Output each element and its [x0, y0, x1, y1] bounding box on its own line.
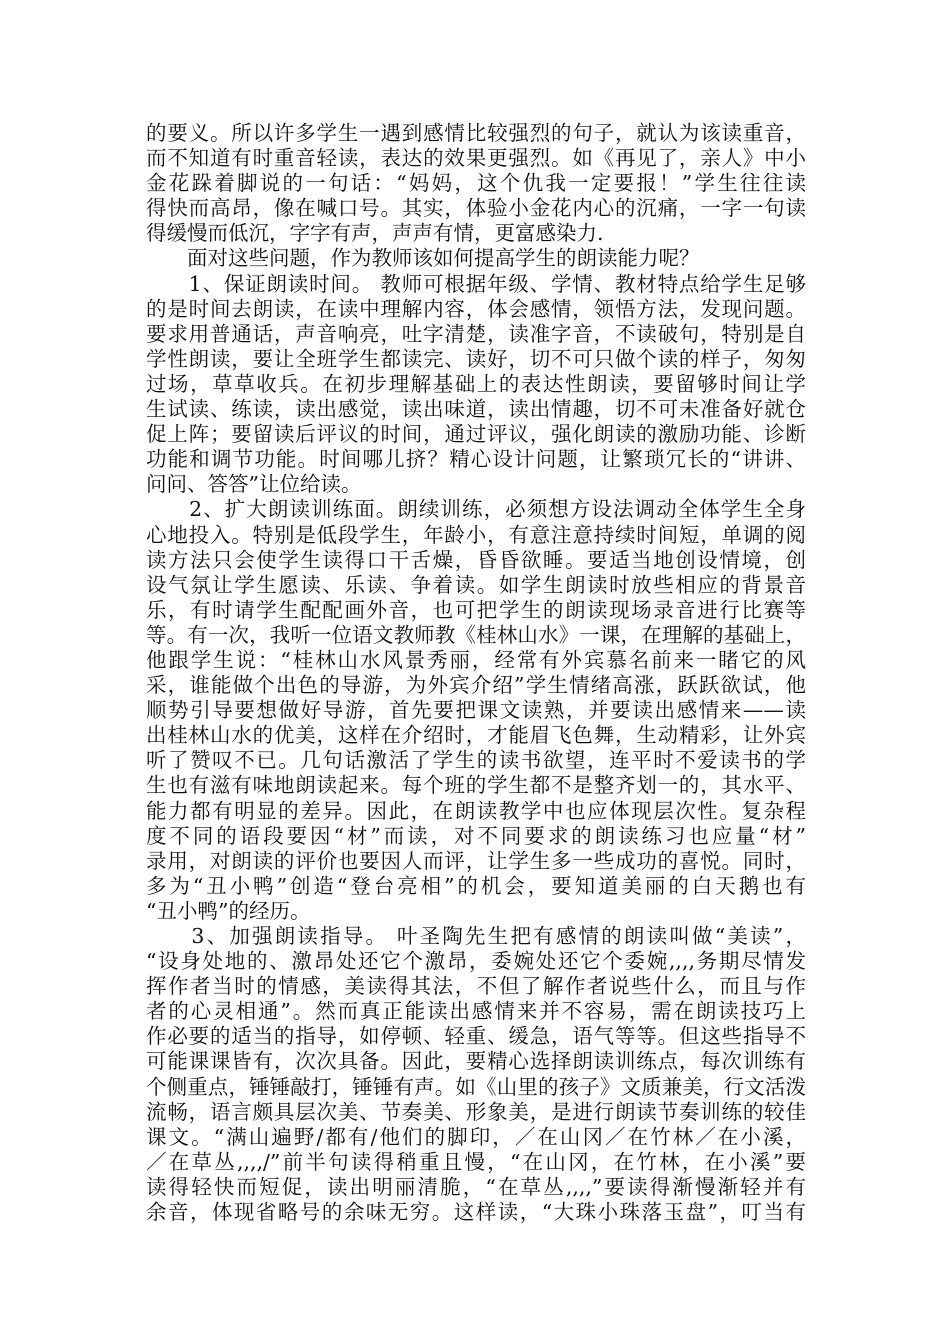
paragraph-section-2: [146, 497, 806, 924]
text-line: 顺势引导要想做好导游，首先要把课文读熟，并要读出感情来——读: [146, 698, 806, 723]
text-line: 个侧重点，锤锤敲打，锤锤有声。如《山里的孩子》文质兼美，行文活泼: [146, 1074, 806, 1099]
text-line: 3、加强朗读指导。 叶圣陶先生把有感情的朗读叫做“美读”，: [146, 924, 806, 948]
text-line: 金花跺着脚说的一句话：“妈妈，这个仇我一定要报！”学生往往读: [146, 171, 806, 196]
text-line: 录用，对朗读的评价也要因人而评，让学生多一些成功的喜悦。同时，: [146, 848, 806, 873]
text-line: 听了赞叹不已。几句话激活了学生的读书欲望，连平时不爱读书的学: [146, 748, 806, 773]
text-line: 余音，体现省略号的余味无穷。这样读，“大珠小珠落玉盘”，叮当有: [146, 1200, 806, 1225]
text-line: 得快而高昂，像在喊口号。其实，体验小金花内心的沉痛，一字一句读: [146, 196, 806, 221]
text-line: 流畅，语言颇具层次美、节奏美、形象美，是进行朗读节奏训练的较佳: [146, 1099, 806, 1124]
text-line: 生也有滋有味地朗读起来。每个班的学生都不是整齐划一的，其水平、: [146, 773, 806, 798]
paragraph-intro: [146, 121, 806, 246]
text-line: 度不同的语段要因“材”而读，对不同要求的朗读练习也应量“材”: [146, 823, 806, 848]
text-line: 乐，有时请学生配配画外音，也可把学生的朗读现场录音进行比赛等: [146, 597, 806, 622]
text-line: 2、扩大朗读训练面。朗续训练，必须想方设法调动全体学生全身: [146, 497, 806, 522]
text-line: 而不知道有时重音轻读，表达的效果更强烈。如《再见了，亲人》中小: [146, 146, 806, 171]
text-line: 问问、答答”让位给读。: [146, 472, 362, 497]
text-line: 读方法只会使学生读得口干舌燥，昏昏欲睡。要适当地创设情境，创: [146, 547, 806, 572]
text-line: 的是时间去朗读，在读中理解内容，体会感情，领悟方法，发现问题。: [146, 296, 806, 321]
text-line: 能力都有明显的差异。因此，在朗读教学中也应体现层次性。复杂程: [146, 798, 806, 823]
text-line: 学性朗读，要让全班学生都读完、读好，切不可只做个读的样子，匆匆: [146, 346, 806, 371]
paragraph-section-1: [146, 272, 806, 498]
text-line: 的要义。所以许多学生一遇到感情比较强烈的句子，就认为该读重音，: [146, 121, 806, 145]
text-line: 作必要的适当的指导，如停顿、轻重、缓急，语气等等。但这些指导不: [146, 1024, 806, 1049]
paragraph-question: [146, 246, 806, 271]
text-line: “设身处地的、激昂处还它个激昂，委婉处还它个委婉,,,,务期尽情发: [146, 949, 806, 974]
text-line: 得缓慢而低沉，字字有声，声声有情，更富感染力.: [146, 221, 604, 246]
text-line: 要求用普通话，声音响亮，吐字清楚，读准字音，不读破句，特别是自: [146, 321, 806, 346]
text-line: 课文。“满山遍野/都有/他们的脚印，／在山冈／在竹林／在小溪，: [146, 1124, 806, 1149]
text-line: “丑小鸭”的经历。: [146, 898, 311, 923]
text-line: 可能课课皆有，次次具备。因此，要精心选择朗读训练点，每次训练有: [146, 1049, 806, 1074]
text-line: 者的心灵相通”。然而真正能读出感情来并不容易，需在朗读技巧上: [146, 999, 806, 1024]
text-line: 心地投入。特别是低段学生，年龄小，有意注意持续时间短，单调的阅: [146, 522, 806, 547]
text-line: 促上阵；要留读后评议的时间，通过评议，强化朗读的激励功能、诊断: [146, 422, 806, 447]
text-line: 过场，草草收兵。在初步理解基础上的表达性朗读，要留够时间让学: [146, 371, 806, 396]
paragraph-section-3: [146, 924, 806, 1225]
text-line: 他跟学生说：“桂林山水风景秀丽，经常有外宾慕名前来一睹它的风: [146, 647, 806, 672]
text-line: 读得轻快而短促，读出明丽清脆，“在草丛,,,,”要读得渐慢渐轻并有: [146, 1174, 806, 1199]
text-line: 面对这些问题，作为教师该如何提高学生的朗读能力呢？: [146, 246, 700, 271]
text-line: 出桂林山水的优美，这样在介绍时，才能眉飞色舞，生动精彩，让外宾: [146, 723, 806, 748]
text-line: 挥作者当时的情感，美读得其法，不但了解作者说些什么，而且与作: [146, 974, 806, 999]
text-line: 设气氛让学生愿读、乐读、争着读。如学生朗读时放些相应的背景音: [146, 572, 806, 597]
text-line: 1、保证朗读时间。 教师可根据年级、学情、教材特点给学生足够: [146, 271, 806, 296]
text-line: 多为“丑小鸭”创造“登台亮相”的机会，要知道美丽的白天鹅也有: [146, 873, 806, 898]
text-line: 等。有一次，我听一位语文教师教《桂林山水》一课，在理解的基础上，: [146, 622, 806, 647]
document-page: [146, 121, 806, 1225]
text-line: 采，谁能做个出色的导游，为外宾介绍”学生情绪高涨，跃跃欲试，他: [146, 673, 806, 698]
text-line: 功能和调节功能。时间哪儿挤？精心设计问题，让繁琐冗长的“讲讲、: [146, 447, 806, 472]
text-line: 生试读、练读，读出感觉，读出味道，读出情趣，切不可未准备好就仓: [146, 397, 806, 422]
text-line: ／在草丛,,,,/”前半句读得稍重且慢，“在山冈，在竹林，在小溪”要: [146, 1149, 806, 1174]
